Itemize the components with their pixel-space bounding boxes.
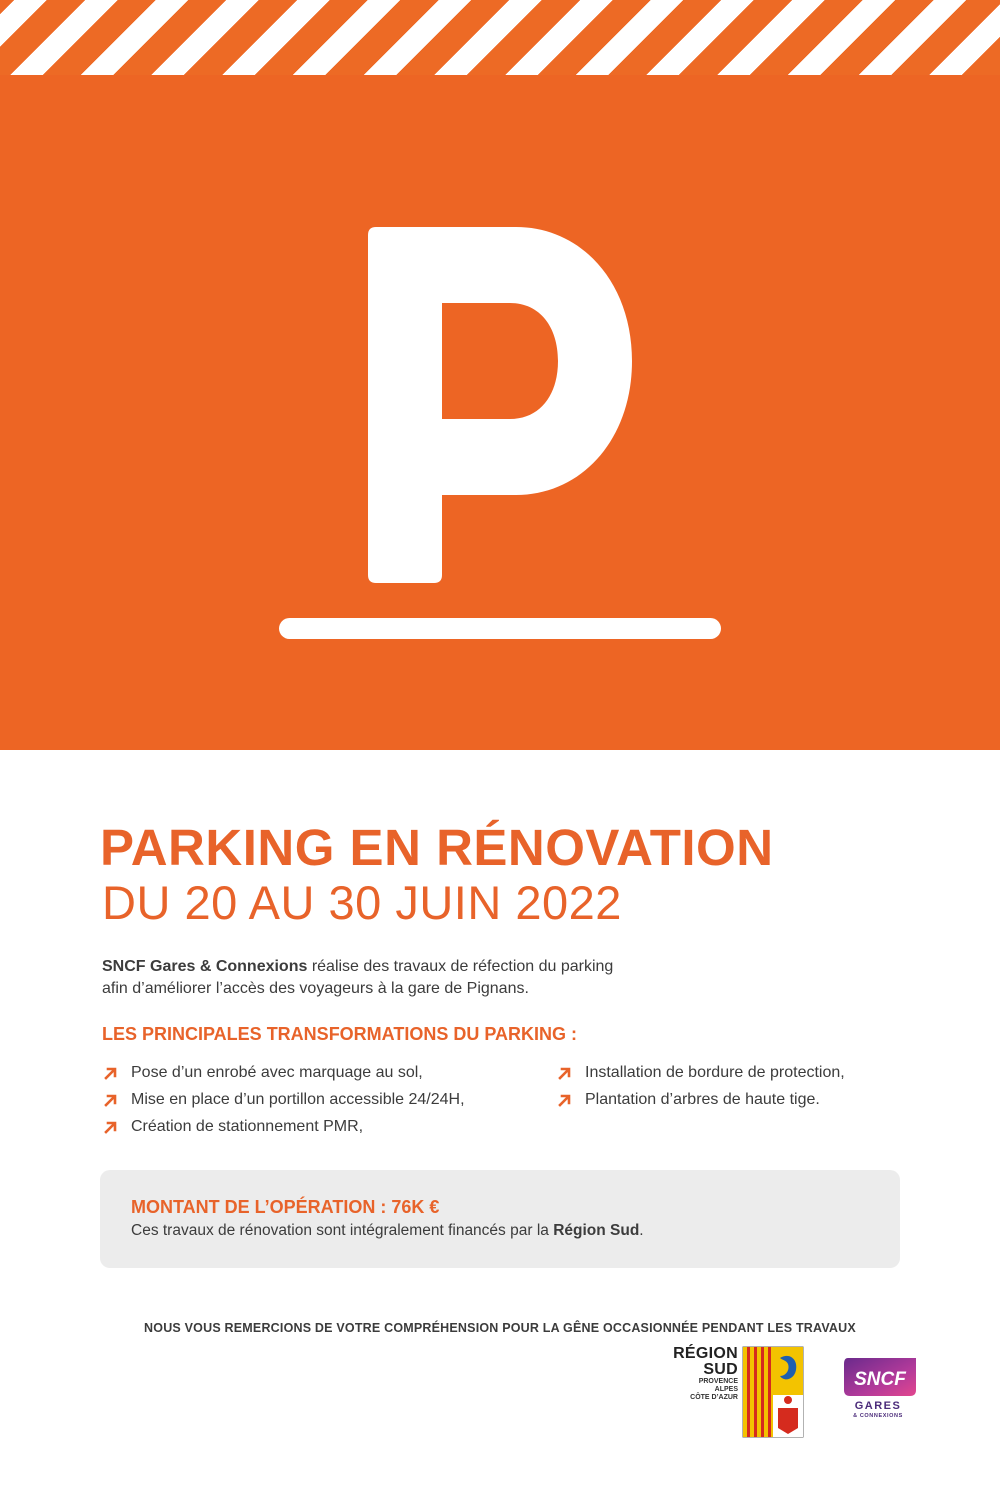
intro-line-1 [102, 956, 802, 978]
list-item [104, 1062, 465, 1089]
intro-line-2: afin d’améliorer l’accès des voyageurs à la gare de Pignans. [102, 980, 529, 997]
arrow-up-right-icon [104, 1093, 118, 1107]
transformations-list-left [104, 1062, 465, 1143]
list-item [104, 1116, 465, 1143]
parking-banner [0, 75, 1000, 750]
list-item-label: Création de stationnement PMR, [131, 1118, 364, 1135]
region-line-2: SUD [703, 1361, 738, 1378]
hazard-stripe-band [0, 0, 1000, 75]
arrow-up-right-icon [558, 1066, 572, 1080]
date-subtitle: DU 20 AU 30 JUIN 2022 [102, 876, 622, 929]
list-item-label: Pose d’un enrobé avec marquage au sol, [131, 1064, 423, 1081]
sncf-wordmark-icon [836, 1354, 920, 1400]
intro-paragraph [102, 956, 802, 1000]
funding-text-after: . [639, 1222, 644, 1239]
list-item-label: Installation de bordure de protection, [585, 1064, 845, 1081]
list-item [558, 1089, 845, 1116]
arrow-up-right-icon [104, 1066, 118, 1080]
funding-title: MONTANT DE L’OPÉRATION : 76K € [131, 1197, 440, 1217]
list-item-label: Mise en place d’un portillon accessible 24/24H, [131, 1091, 465, 1108]
sncf-gares-connexions-logo [836, 1354, 920, 1434]
parking-p-icon [0, 75, 1000, 750]
sncf-connexions-label: & CONNEXIONS [853, 1413, 903, 1419]
list-item [558, 1062, 845, 1089]
funding-note-box [100, 1170, 900, 1268]
list-item [104, 1089, 465, 1116]
funding-text-bold: Région Sud [553, 1222, 640, 1239]
funding-text [131, 1222, 644, 1240]
region-sud-wordmark [662, 1346, 738, 1402]
page-title: PARKING EN RÉNOVATION [100, 819, 774, 876]
sncf-gares-label: GARES [854, 1400, 902, 1412]
region-line-1: RÉGION [673, 1345, 738, 1362]
region-sub-3: CÔTE D’AZUR [690, 1394, 738, 1401]
arrow-up-right-icon [104, 1120, 118, 1134]
transformations-list-right [558, 1062, 845, 1116]
funding-text-before: Ces travaux de rénovation sont intégralement financés par la [131, 1222, 554, 1239]
sncf-wordmark-text: SNCF [854, 1369, 906, 1390]
intro-brand: SNCF Gares & Connexions [102, 958, 308, 975]
region-sud-logo [662, 1346, 804, 1438]
region-crest-icon [742, 1346, 804, 1438]
region-sub-1: PROVENCE [698, 1378, 738, 1385]
thanks-message: NOUS VOUS REMERCIONS DE VOTRE COMPRÉHENSION POUR LA GÊNE OCCASIONNÉE PENDANT LES TRAVAUX [144, 1321, 856, 1335]
intro-line-1-rest: réalise des travaux de réfection du parking [307, 958, 614, 975]
arrow-up-right-icon [558, 1093, 572, 1107]
section-title: LES PRINCIPALES TRANSFORMATIONS DU PARKING : [102, 1024, 578, 1044]
list-item-label: Plantation d’arbres de haute tige. [585, 1091, 820, 1108]
region-sub-2: ALPES [714, 1386, 738, 1393]
